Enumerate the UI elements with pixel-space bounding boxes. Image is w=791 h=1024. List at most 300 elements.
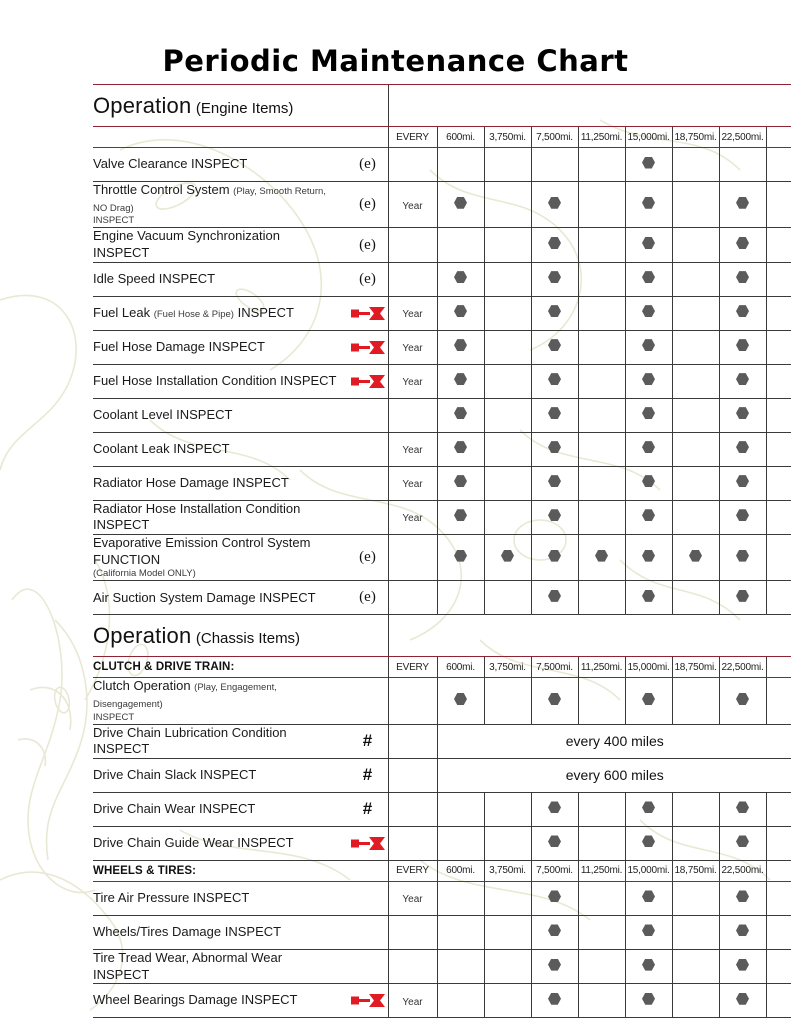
service-marker — [642, 590, 655, 602]
cell-mileage — [625, 148, 672, 182]
table-row — [93, 296, 791, 330]
cell-mileage — [437, 534, 484, 580]
table-row — [93, 984, 791, 1018]
cell-mileage — [531, 915, 578, 949]
table-row — [93, 398, 791, 432]
cell-mileage — [578, 915, 625, 949]
fuel-system-icon — [351, 375, 385, 388]
column-header-mileage: 600mi. — [437, 127, 484, 148]
cell-mileage — [719, 984, 766, 1018]
service-marker — [642, 993, 655, 1005]
cell-mileage — [484, 881, 531, 915]
cell-mileage — [531, 296, 578, 330]
service-marker — [454, 271, 467, 283]
cell-tail — [766, 826, 791, 860]
row-marker-slot — [348, 799, 388, 819]
service-marker — [642, 890, 655, 902]
cell-mileage — [484, 500, 531, 534]
service-marker — [548, 959, 561, 971]
service-marker — [548, 305, 561, 317]
cell-mileage — [719, 500, 766, 534]
service-marker — [689, 550, 702, 562]
cell-mileage — [578, 826, 625, 860]
service-marker — [595, 550, 608, 562]
cell-mileage — [531, 148, 578, 182]
section-heading — [93, 127, 388, 148]
service-marker — [454, 373, 467, 385]
service-marker — [736, 407, 749, 419]
operation-label: Idle Speed INSPECT — [93, 270, 216, 286]
cell-mileage — [578, 581, 625, 615]
table-row — [93, 826, 791, 860]
cell-mileage — [672, 500, 719, 534]
operation-label: Radiator Hose Damage INSPECT — [93, 474, 289, 490]
cell-mileage — [484, 915, 531, 949]
cell-mileage — [484, 581, 531, 615]
service-marker — [642, 959, 655, 971]
service-marker — [736, 271, 749, 283]
cell-mileage — [531, 881, 578, 915]
operation-sublabel: (Play, Engagement, Disengagement) — [93, 682, 277, 710]
cell-mileage — [437, 330, 484, 364]
service-marker — [642, 693, 655, 705]
row-label-cell — [93, 182, 388, 228]
service-marker — [642, 475, 655, 487]
cell-mileage — [719, 792, 766, 826]
table-row — [93, 500, 791, 534]
row-label-cell — [93, 792, 388, 826]
interval-year-label: Year — [402, 309, 423, 321]
row-label-cell — [93, 581, 388, 615]
operation-header-row — [93, 85, 791, 127]
cell-mileage — [484, 826, 531, 860]
operation-label: Drive Chain Wear INSPECT — [93, 801, 256, 817]
cell-mileage — [672, 881, 719, 915]
operation-label: Wheels/Tires Damage INSPECT — [93, 924, 282, 940]
service-marker — [454, 441, 467, 453]
cell-mileage — [531, 398, 578, 432]
cell-every — [388, 500, 437, 534]
emission-marker: (e) — [359, 156, 376, 172]
row-marker-slot — [348, 549, 388, 566]
row-label-cell — [93, 826, 388, 860]
column-header-mileage: 11,250mi. — [578, 860, 625, 881]
cell-mileage — [437, 432, 484, 466]
operation-label: Radiator Hose Installation Condition INSPECT — [93, 500, 301, 533]
cell-mileage — [437, 792, 484, 826]
operation-label: Wheel Bearings Damage INSPECT — [93, 992, 298, 1008]
mileage-header-row — [93, 657, 791, 678]
cell-mileage — [672, 581, 719, 615]
fuel-system-icon — [351, 837, 385, 850]
cell-every — [388, 724, 437, 758]
cell-mileage — [437, 148, 484, 182]
cell-mileage — [672, 949, 719, 983]
service-marker — [548, 993, 561, 1005]
cell-mileage — [672, 398, 719, 432]
cell-mileage — [625, 984, 672, 1018]
service-marker — [736, 959, 749, 971]
service-marker — [548, 801, 561, 813]
service-marker — [736, 197, 749, 209]
cell-tail — [766, 148, 791, 182]
column-header-mileage: 3,750mi. — [484, 657, 531, 678]
row-marker-slot — [348, 837, 388, 850]
cell-tail — [766, 296, 791, 330]
row-label-cell — [93, 262, 388, 296]
cell-mileage — [578, 330, 625, 364]
cell-mileage — [437, 500, 484, 534]
cell-mileage — [625, 500, 672, 534]
cell-mileage — [578, 364, 625, 398]
row-label-cell — [93, 466, 388, 500]
cell-mileage — [625, 581, 672, 615]
service-marker — [454, 550, 467, 562]
service-marker — [454, 339, 467, 351]
interval-year-label: Year — [402, 377, 423, 389]
column-header-mileage: 7,500mi. — [531, 127, 578, 148]
cell-mileage — [672, 915, 719, 949]
service-marker — [548, 590, 561, 602]
cell-mileage — [484, 792, 531, 826]
cell-mileage — [672, 228, 719, 262]
service-marker — [736, 237, 749, 249]
operation-sublabel: (Fuel Hose & Pipe) — [153, 308, 234, 320]
table-row — [93, 364, 791, 398]
cell-every — [388, 915, 437, 949]
cell-mileage — [531, 534, 578, 580]
cell-mileage — [531, 432, 578, 466]
cell-mileage — [625, 262, 672, 296]
service-marker — [642, 373, 655, 385]
table-row — [93, 182, 791, 228]
service-marker — [736, 441, 749, 453]
column-header-mileage: 18,750mi. — [672, 657, 719, 678]
cell-tail — [766, 678, 791, 724]
operation-qualifier: (Chassis Items) — [195, 629, 301, 647]
cell-mileage — [625, 330, 672, 364]
operation-label: Throttle Control System (Play, Smooth Return, NO Drag) INSPECT — [93, 182, 340, 227]
cell-span-note: every 400 miles — [437, 724, 791, 758]
column-header-tail — [766, 860, 791, 881]
cell-mileage — [484, 534, 531, 580]
operation-label: Fuel Hose Installation Condition INSPECT — [93, 372, 337, 388]
cell-mileage — [437, 398, 484, 432]
cell-mileage — [672, 678, 719, 724]
service-marker — [642, 407, 655, 419]
operation-header-row — [93, 615, 791, 657]
cell-mileage — [625, 432, 672, 466]
cell-every — [388, 466, 437, 500]
cell-mileage — [719, 678, 766, 724]
cell-mileage — [719, 182, 766, 228]
cell-mileage — [719, 398, 766, 432]
column-header-mileage: 3,750mi. — [484, 127, 531, 148]
cell-every — [388, 949, 437, 983]
cell-mileage — [625, 364, 672, 398]
row-label-cell — [93, 678, 388, 724]
operation-note: INSPECT — [93, 215, 135, 227]
service-marker — [548, 197, 561, 209]
cell-mileage — [578, 228, 625, 262]
service-marker — [736, 509, 749, 521]
row-label-cell — [93, 881, 388, 915]
mileage-header-row — [93, 127, 791, 148]
cell-tail — [766, 915, 791, 949]
cell-every — [388, 758, 437, 792]
cell-mileage — [531, 500, 578, 534]
table-row — [93, 228, 791, 262]
table-row — [93, 534, 791, 580]
cell-mileage — [484, 432, 531, 466]
cell-mileage — [719, 581, 766, 615]
cell-tail — [766, 534, 791, 580]
cell-mileage — [437, 678, 484, 724]
column-header-mileage: 22,500mi. — [719, 860, 766, 881]
row-label-cell — [93, 228, 388, 262]
cell-mileage — [625, 915, 672, 949]
service-marker — [642, 509, 655, 521]
service-marker — [736, 339, 749, 351]
cell-mileage — [531, 262, 578, 296]
page-title: Periodic Maintenance Chart — [162, 44, 629, 78]
cell-mileage — [484, 148, 531, 182]
table-row — [93, 581, 791, 615]
cell-every — [388, 296, 437, 330]
cell-mileage — [672, 296, 719, 330]
cell-mileage — [484, 466, 531, 500]
cell-mileage — [578, 949, 625, 983]
cell-mileage — [484, 296, 531, 330]
cell-mileage — [719, 262, 766, 296]
cell-mileage — [531, 330, 578, 364]
service-marker — [548, 509, 561, 521]
interval-year-label: Year — [402, 445, 423, 457]
cell-mileage — [719, 330, 766, 364]
service-marker — [548, 373, 561, 385]
cell-every — [388, 792, 437, 826]
operation-label: Drive Chain Lubrication Condition INSPECT — [93, 724, 287, 757]
operation-sublabel: (Play, Smooth Return, NO Drag) — [93, 186, 326, 214]
interval-year-label: Year — [402, 200, 423, 212]
cell-mileage — [578, 500, 625, 534]
cell-mileage — [437, 581, 484, 615]
row-marker-slot — [348, 341, 388, 354]
cell-every — [388, 984, 437, 1018]
cell-mileage — [531, 581, 578, 615]
cell-mileage — [625, 881, 672, 915]
row-marker-slot — [348, 156, 388, 173]
cell-every — [388, 678, 437, 724]
row-marker-slot — [348, 271, 388, 288]
cell-mileage — [625, 228, 672, 262]
column-header-mileage: 18,750mi. — [672, 127, 719, 148]
cell-mileage — [578, 678, 625, 724]
cell-span-note: every 600 miles — [437, 758, 791, 792]
service-marker — [501, 550, 514, 562]
cell-mileage — [578, 148, 625, 182]
table-row — [93, 724, 791, 758]
cell-mileage — [672, 330, 719, 364]
table-row — [93, 792, 791, 826]
row-label-cell — [93, 758, 388, 792]
column-header-every: EVERY — [388, 657, 437, 678]
cell-mileage — [672, 466, 719, 500]
service-marker — [548, 890, 561, 902]
emission-marker: (e) — [359, 589, 376, 606]
interval-year-label: Year — [402, 343, 423, 355]
row-label-cell — [93, 148, 388, 182]
cell-mileage — [484, 678, 531, 724]
service-marker — [642, 924, 655, 936]
service-marker — [548, 441, 561, 453]
table-row — [93, 758, 791, 792]
cell-mileage — [625, 398, 672, 432]
cell-tail — [766, 398, 791, 432]
cell-mileage — [672, 182, 719, 228]
row-label-cell — [93, 432, 388, 466]
service-marker — [642, 801, 655, 813]
cell-mileage — [625, 534, 672, 580]
cell-mileage — [719, 432, 766, 466]
mileage-header-row — [93, 860, 791, 881]
cell-tail — [766, 330, 791, 364]
cell-every — [388, 228, 437, 262]
cell-every — [388, 364, 437, 398]
cell-every — [388, 262, 437, 296]
operation-label: Coolant Level INSPECT — [93, 406, 233, 422]
cell-mileage — [531, 826, 578, 860]
cell-mileage — [531, 364, 578, 398]
column-header-mileage: 600mi. — [437, 860, 484, 881]
service-marker — [736, 550, 749, 562]
interval-year-label: Year — [402, 894, 423, 906]
service-marker — [454, 475, 467, 487]
emission-marker: (e) — [359, 549, 376, 566]
cell-mileage — [625, 466, 672, 500]
service-marker — [642, 197, 655, 209]
cell-mileage — [531, 466, 578, 500]
cell-every — [388, 432, 437, 466]
table-row — [93, 949, 791, 983]
cell-mileage — [719, 466, 766, 500]
operation-label: Tire Air Pressure INSPECT — [93, 890, 250, 906]
cell-mileage — [578, 534, 625, 580]
cell-tail — [766, 881, 791, 915]
cell-tail — [766, 432, 791, 466]
row-marker-slot — [348, 731, 388, 751]
section-heading: CLUTCH & DRIVE TRAIN: — [93, 657, 388, 678]
cell-mileage — [578, 296, 625, 330]
column-header-every: EVERY — [388, 127, 437, 148]
cell-mileage — [719, 364, 766, 398]
cell-mileage — [578, 881, 625, 915]
operation-note: (California Model ONLY) — [93, 568, 196, 580]
interval-year-label: Year — [402, 513, 423, 525]
operation-label: Fuel Hose Damage INSPECT — [93, 338, 265, 354]
operation-label: Coolant Leak INSPECT — [93, 440, 230, 456]
row-label-cell — [93, 984, 388, 1018]
cell-mileage — [719, 826, 766, 860]
service-marker — [548, 339, 561, 351]
row-marker-slot — [348, 589, 388, 606]
hash-marker: # — [362, 731, 373, 751]
service-marker — [736, 993, 749, 1005]
operation-qualifier: (Engine Items) — [195, 99, 294, 117]
operation-header-blank — [388, 615, 791, 657]
column-header-mileage: 600mi. — [437, 657, 484, 678]
cell-mileage — [578, 432, 625, 466]
cell-mileage — [625, 296, 672, 330]
cell-tail — [766, 466, 791, 500]
cell-mileage — [578, 262, 625, 296]
service-marker — [642, 237, 655, 249]
cell-tail — [766, 792, 791, 826]
operation-label: Air Suction System Damage INSPECT — [93, 589, 316, 605]
cell-mileage — [531, 182, 578, 228]
cell-mileage — [578, 398, 625, 432]
cell-mileage — [578, 792, 625, 826]
row-marker-slot — [348, 765, 388, 785]
cell-every — [388, 826, 437, 860]
row-marker-slot — [348, 237, 388, 254]
table-row — [93, 678, 791, 724]
operation-label: Tire Tread Wear, Abnormal Wear INSPECT — [93, 949, 283, 982]
service-marker — [548, 271, 561, 283]
service-marker — [736, 373, 749, 385]
service-marker — [736, 475, 749, 487]
cell-mileage — [672, 826, 719, 860]
service-marker — [736, 693, 749, 705]
cell-mileage — [437, 296, 484, 330]
hash-marker: # — [362, 765, 373, 785]
cell-tail — [766, 262, 791, 296]
cell-every — [388, 398, 437, 432]
table-body — [93, 85, 791, 1018]
row-marker-slot — [348, 307, 388, 320]
service-marker — [642, 271, 655, 283]
column-header-tail — [766, 127, 791, 148]
cell-tail — [766, 949, 791, 983]
operation-label: Clutch Operation (Play, Engagement, Disengagement) INSPECT — [93, 678, 340, 723]
cell-mileage — [672, 534, 719, 580]
service-marker — [642, 305, 655, 317]
service-marker — [642, 835, 655, 847]
service-marker — [642, 441, 655, 453]
service-marker — [736, 835, 749, 847]
emission-marker: (e) — [359, 270, 376, 287]
cell-mileage — [625, 949, 672, 983]
column-header-mileage: 3,750mi. — [484, 860, 531, 881]
cell-mileage — [437, 881, 484, 915]
operation-note: INSPECT — [93, 711, 135, 723]
row-label-cell — [93, 296, 388, 330]
service-marker — [548, 407, 561, 419]
service-marker — [548, 475, 561, 487]
column-header-mileage: 11,250mi. — [578, 127, 625, 148]
cell-mileage — [484, 364, 531, 398]
cell-mileage — [625, 678, 672, 724]
cell-every — [388, 581, 437, 615]
cell-tail — [766, 581, 791, 615]
cell-mileage — [437, 826, 484, 860]
service-marker — [548, 237, 561, 249]
cell-mileage — [531, 984, 578, 1018]
cell-mileage — [484, 262, 531, 296]
cell-mileage — [578, 466, 625, 500]
operation-label: Valve Clearance INSPECT — [93, 156, 248, 172]
cell-mileage — [437, 949, 484, 983]
